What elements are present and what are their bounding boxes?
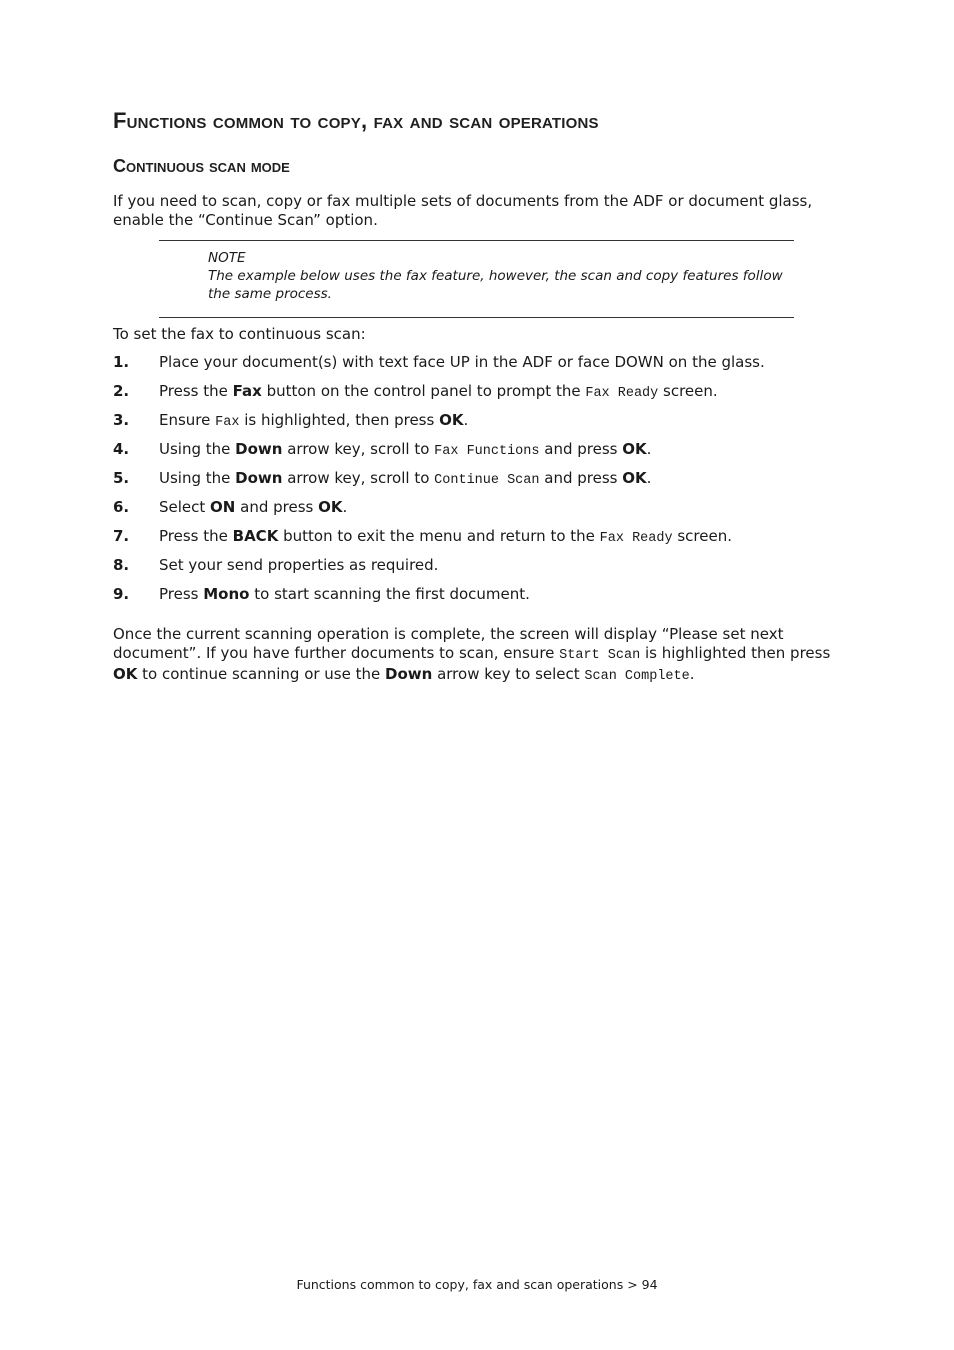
bold-term: BACK bbox=[232, 527, 279, 545]
text-run: Place your document(s) with text face UP in the ADF or face DOWN on the glass. bbox=[159, 353, 765, 371]
bold-term: ON bbox=[210, 498, 236, 516]
text-run: and press bbox=[539, 440, 623, 458]
bold-term: Down bbox=[235, 440, 283, 458]
step-number: 2. bbox=[113, 382, 130, 400]
text-run: Select bbox=[159, 498, 211, 516]
text-run: arrow key, scroll to bbox=[282, 469, 435, 487]
step-text bbox=[159, 411, 849, 432]
bold-term: Down bbox=[235, 469, 283, 487]
step-item bbox=[113, 440, 843, 469]
step-text bbox=[159, 382, 849, 403]
text-run: . bbox=[342, 498, 348, 516]
text-run: Press the bbox=[159, 527, 233, 545]
text-run: button to exit the menu and return to the bbox=[278, 527, 600, 545]
screen-text: Start Scan bbox=[559, 648, 641, 663]
step-number: 5. bbox=[113, 469, 130, 487]
text-run: Using the bbox=[159, 440, 236, 458]
text-run: Set your send properties as required. bbox=[159, 556, 439, 574]
section-heading: Continuous scan mode bbox=[113, 156, 290, 176]
text-run: and press bbox=[235, 498, 319, 516]
text-run: screen. bbox=[672, 527, 732, 545]
bold-term: OK bbox=[439, 411, 464, 429]
step-item bbox=[113, 556, 843, 585]
step-number: 9. bbox=[113, 585, 130, 603]
step-text bbox=[159, 469, 849, 490]
screen-text: Scan Complete bbox=[584, 669, 690, 684]
step-text bbox=[159, 440, 849, 461]
text-run: and press bbox=[539, 469, 623, 487]
screen-text: Continue Scan bbox=[434, 473, 540, 488]
text-run: button on the control panel to prompt the bbox=[261, 382, 586, 400]
step-text bbox=[159, 556, 849, 575]
text-run: . bbox=[646, 440, 652, 458]
step-number: 4. bbox=[113, 440, 130, 458]
text-run: Ensure bbox=[159, 411, 216, 429]
note-top-rule bbox=[159, 240, 794, 241]
page-heading: Functions common to copy, fax and scan operations bbox=[113, 108, 599, 133]
step-number: 8. bbox=[113, 556, 130, 574]
text-run: screen. bbox=[658, 382, 718, 400]
note-label: NOTE bbox=[208, 250, 246, 266]
note-bottom-rule bbox=[159, 317, 794, 318]
steps-list bbox=[113, 353, 843, 614]
text-run: . bbox=[689, 665, 695, 683]
bold-term: Mono bbox=[203, 585, 250, 603]
bold-term: Fax bbox=[232, 382, 262, 400]
screen-text: Fax bbox=[215, 415, 240, 430]
step-item bbox=[113, 498, 843, 527]
step-number: 3. bbox=[113, 411, 130, 429]
bold-term: OK bbox=[113, 665, 138, 683]
step-text bbox=[159, 498, 849, 517]
text-run: Using the bbox=[159, 469, 236, 487]
text-run: . bbox=[646, 469, 652, 487]
note-text: The example below uses the fax feature, however, the scan and copy features follow the same process. bbox=[208, 268, 783, 302]
text-run: is highlighted, then press bbox=[239, 411, 440, 429]
screen-text: Fax Ready bbox=[599, 531, 673, 546]
bold-term: OK bbox=[318, 498, 343, 516]
step-item bbox=[113, 382, 843, 411]
text-run: Press the bbox=[159, 382, 233, 400]
step-number: 7. bbox=[113, 527, 130, 545]
bold-term: OK bbox=[622, 440, 647, 458]
lead-paragraph: To set the fax to continuous scan: bbox=[113, 325, 366, 343]
text-run: . bbox=[463, 411, 469, 429]
bold-term: OK bbox=[622, 469, 647, 487]
text-run: arrow key to select bbox=[432, 665, 585, 683]
step-text bbox=[159, 527, 849, 548]
text-run: Once the current scanning operation is complete, the screen will display “Please set next document”. If you have further documents to scan, ensure bbox=[113, 625, 784, 662]
bold-term: Down bbox=[385, 665, 433, 683]
text-run: is highlighted then press bbox=[640, 644, 831, 662]
text-run: to continue scanning or use the bbox=[137, 665, 386, 683]
text-run: Press bbox=[159, 585, 204, 603]
step-item bbox=[113, 353, 843, 382]
step-item bbox=[113, 469, 843, 498]
text-run: arrow key, scroll to bbox=[282, 440, 435, 458]
screen-text: Fax Ready bbox=[585, 386, 659, 401]
step-text bbox=[159, 585, 849, 604]
step-item bbox=[113, 411, 843, 440]
step-item bbox=[113, 527, 843, 556]
page-footer: Functions common to copy, fax and scan operations > 94 bbox=[296, 1277, 658, 1292]
note-box bbox=[208, 249, 798, 303]
step-number: 1. bbox=[113, 353, 130, 371]
step-number: 6. bbox=[113, 498, 130, 516]
screen-text: Fax Functions bbox=[434, 444, 540, 459]
step-item bbox=[113, 585, 843, 614]
step-text bbox=[159, 353, 849, 372]
intro-paragraph: If you need to scan, copy or fax multiple sets of documents from the ADF or document glass, enable the “Continue Scan” option. bbox=[113, 192, 813, 229]
outro-paragraph bbox=[113, 625, 843, 686]
text-run: to start scanning the first document. bbox=[249, 585, 530, 603]
